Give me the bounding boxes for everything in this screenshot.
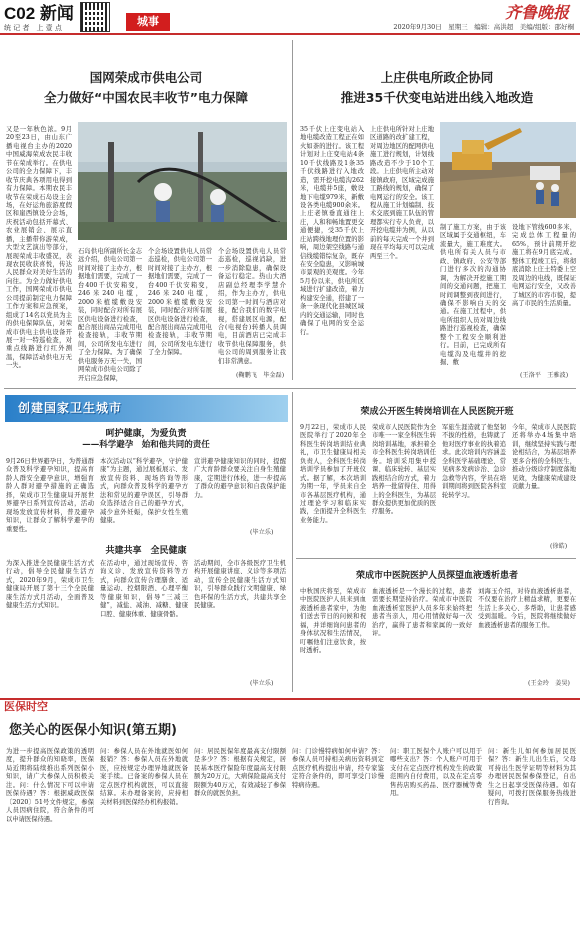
section-divider: [4, 388, 576, 389]
health2-col-1: 为深入推进全民健康生活方式行动，倡导全民健康生活方式，2020年9月，荣成市卫生健康局开展了第十三个全民健康生活方式月活动，全面普及健康生活方式知识。: [6, 560, 94, 610]
article3-col-3: 军旅生涯造就了他坚韧不拔的性格，也铸就了他对医疗事业的执着追求。此次培训内容涵盖全科医学基础理论、常见病多发病诊治、急诊急救等内容，学员在培训期间将到医院各科室轮转学习。: [442, 424, 506, 499]
health1-col-1: 9月26日世界避孕日，为普通群众普及科学避孕知识，提高育龄人群安全避孕意识，增强育龄人群对避孕措施的正确选择，荣成市卫生健康局开展世界避孕日系列宣传活动，活动现场发放宣传材料，普及避孕知识，让群众了解科学避孕的重要性。: [6, 458, 94, 533]
medical-col-4: 问：门诊慢特病如何申请？答：参保人员可持相关病历资料到定点医疗机构提出申请，经专家鉴定符合条件的，即可享受门诊慢特病待遇。: [292, 748, 384, 789]
medical-section-bar: [0, 698, 580, 700]
newspaper-logo: 齐鲁晚报: [505, 5, 570, 22]
article1-headline-2: 全力做好“中国农民丰收节”电力保障: [44, 90, 248, 105]
medical-col-1: 为进一步提高医保政策的透明度，提升群众的知晓率，医保局近期将陆续推出系列医保小知识，请广大参保人员积极关注。问：什么情况下可以申请医保待遇？答：根据威政医保〔2020〕51号文件规定，参保人员因病住院，符合条件的可以申请医保待遇。: [6, 748, 94, 823]
health2-col-3: 活动期间，全市各级医疗卫生机构开展健康讲座、义诊等多项活动，宣传全民健康生活方式知识，引导群众践行文明健康、绿色环保的生活方式，共建共享全民健康。: [194, 560, 286, 610]
medical-col-6: 问：新生儿如何参加居民医保？答：新生儿出生后，父母可持出生医学证明等材料为其办理居民医保参保登记，自出生之日起享受医保待遇。如有疑问，可拨打医保服务热线进行咨询。: [488, 748, 576, 806]
article2-headline-1: 上庄供电所政企协同: [380, 70, 494, 85]
article1-col-4: 个会场设置供电人员常态巡检，巡视消缺，进一步消除隐患，确保设备运行稳定。热山大酒店副总经理李学慧介绍，作为主办方，供电公司第一时间与酒店对接，配合我们的数字电视，搭建展区电源，配合(电视台)转播人员调电，目前酒店已完成丰收节供电保障服务，供电公司的周到服务让我们非常满意。: [218, 248, 286, 365]
article1-col-3: 个会场设置供电人员常态巡检，供电公司第一时间对接了主办方，根据地们需要，完成了一台400千伏安箱变，246米240电缆，2000米植缆敷设安装，同时配合对所有展区供电设备进行检查，配合展出商品完成用电检查接轨，丰收节期间，公司所发电车进行了全力保障。: [148, 248, 212, 357]
health1-signature: (毕立乐): [250, 529, 274, 536]
article4-col-2: 血液透析是一个漫长的过程，患者需要长期坚持治疗。荣成市中医院血液透析室医护人员多年来始终把患者当亲人，用心用情做好每一次治疗，赢得了患者和家属的一致好评。: [372, 588, 472, 638]
header-divider: [0, 33, 580, 35]
health1-col-3: 宣讲避孕健康知识的同时，提醒广大育龄群众要关注自身生殖健康，定期进行体检，进一步提高了群众的避孕意识和自我保护能力。: [194, 458, 286, 499]
article4-headline: 荣成市中医院医护人员探望血液透析患者: [355, 571, 518, 581]
article2-col-4: 设地下管线600多米，完成总体工程量的65%，预计前期开挖施工将在9月底完成。整体工程竣工后，将彻底消除上庄土特委上空及周边的电线，既保证电网运行安全，又改善了城区的市容市貌，提高了市民的生活质量。: [512, 224, 576, 307]
qr-code-icon: [80, 2, 110, 32]
medical-section-tag: 医保时空: [4, 700, 48, 713]
medical-col-3: 问：居民医保年度最高支付限额是多少？答：根据有关规定，居民基本医疗保险年度最高支付限额为20万元，大病保险最高支付限额为40万元，有效减轻了参保群众的就医负担。: [194, 748, 286, 798]
article1-signature: (鞠鹏飞 毕金磊): [236, 372, 285, 379]
article2-photo: [440, 122, 576, 218]
article2-col-1: 35千伏上庄变电站入地电缆改造工程正在如火如荼的进行。该工程计划对上庄变电站4条10千伏线路及1条35千伏线路进行入地改造，需开挖电缆沟262米，电缆井5座，敷设地下电缆979米，新敷设各类电缆900余米。上庄老镇垂直通往上庄，人和和畅地置更交通便捷，受35千伏上庄站跨线地理位置的影响，周边架空线路与通信线缆错综复杂，既存在安全隐患，又影响城市景观的美观度。今年5月份以来，供电所区域进行扩建改造，着力构建安全通，搭建了一条一条现代化县城区域内的交通运输，同时也确保了电网的安全运行。: [300, 126, 364, 336]
section-tag: 城事: [126, 13, 170, 31]
health2-col-2: 在活动中，通过现场宣传、咨询义诊、发放宣传资料等方式，向群众宣传合理膳食、适量运动、控烟限酒、心理平衡等健康知识，倡导“三减三健”，减盐、减油、减糖、健康口腔、健康体重、健康骨骼。: [100, 560, 188, 618]
column-divider: [292, 40, 293, 380]
article3-col-2: 荣成市人民医院作为全市唯一一家全科医生转岗培训基地，承担着全市全科医生转岗培训任务。培训采用集中授课、临床轮转、基层实践相结合的方式，着力培养一批留得住、用得上的全科医生，为基层群众提供更加优质的医疗服务。: [372, 424, 436, 516]
article3-headline: 荣成公开医生转岗培训在人民医院开班: [360, 407, 514, 417]
article4-signature: (王金玲 姜昊): [528, 680, 570, 687]
page-subtitle: 统 记 者 上 壹 点: [4, 24, 62, 32]
article1-headline-1: 国网荣成市供电公司: [89, 70, 203, 85]
article4-col-3: 刘海玉介绍，对待血液透析患者，不仅要在治疗上精益求精，更要在生活上多关心、多帮助，让患者感受到温暖。今后，医院将继续做好血液透析患者的服务工作。: [478, 588, 576, 629]
article2-headline-2: 推进35千伏变电站进出线入地改造: [340, 90, 534, 105]
health1-col-2: 本次活动以“科学避孕，守护健康”为主题，通过展板展示、发放宣传资料、现场咨询等形式，向群众普及科学的避孕方法和常见的避孕误区，引导群众选择适合自己的避孕方式，减少意外妊娠，保护女性生殖健康。: [100, 458, 188, 525]
column-divider-2: [292, 392, 293, 692]
article1-photo: [78, 122, 287, 240]
medical-headline: 您关心的医保小知识(第五期): [9, 723, 177, 738]
article1-col-1: 又是一年秋色浓。9月20至23日，由山东广播电视台主办的2020中国威海荣成农民丰收节在荣成举行。在供电公司的全力保障下，丰收节庆典各项用电得到有力保障。本期农民丰收节在荣成石岛设主会场，在好运角旅游度假区和崖西镇设分会场，庆祝活动包括开幕式、农业展销会、展示直播，主播带你游荣成，大型文艺演出等部分，展现荣成丰收盛况，表现农民收获喜悦，传达人民群众对美好生活的向往。为全力做好供电工作，国网荣成市供电公司提前制定电力保障工作方案和应急预案，组成了14名以党员为主的供电保障队伍，对荣成市供电主供电设备开展一对一特巡检查，对重点线路进行红外测温，保障活动供电万无一失。: [6, 126, 72, 370]
health1-headline-1: 呵护健康，为爱负责: [105, 429, 187, 439]
health2-signature: (毕立乐): [250, 680, 274, 687]
article2-col-2: 上庄供电所针对上庄地区道路的改扩建工程，对周边地区的配网供电施工进行规划，计划线路改造不少于10个工段。上庄供电所主动对接镇政府，区域完成施工路线的规划，确保了电网运行的安全。该工程从施工计划编制、技术交底到施工队伍的管理都实行专人负责，以开挖电缆井为例，从以前的每天完成一个井到现在平均每天可以完成两至三个。: [370, 126, 434, 260]
health-banner-title: 创建国家卫生城市: [18, 401, 123, 415]
medical-col-5: 问：职工医保个人账户可以用于哪些支出？答：个人账户可用于支付在定点医疗机构发生的政策范围内自付费用，以及在定点零售药店购买药品、医疗器械等费用。: [390, 748, 482, 798]
section-divider-2: [296, 558, 576, 559]
article4-col-1: 中秋国庆将至，荣成市中医院医护人员来到血液透析患者家中，为他们送去节日的问候和祝福，并详细询问患者的身体状况和生活情况，叮嘱他们注意饮食，按时透析。: [300, 588, 366, 655]
issue-info: 2020年9月30日 星期三 编辑：高洪超 美编/组版：邵好桐: [393, 23, 574, 31]
article2-signature: (王洛平 王雅波): [520, 372, 569, 379]
article1-col-2: 石岛供电所副所长金志远介绍，供电公司第一时间对接了主办方，根据地们需要，完成了一台400千伏安箱变，246米240电缆，2000米植缆敷设安装，同时配合对所有展区供电设备进行检查，配合展出商品完成用电检查接轨，丰收节期间，公司所发电车进行了全力保障。为了确保供电服务万无一失，国网荣成市供电公司除了开启应急保障，: [78, 248, 142, 382]
health1-headline-2: ——科学避孕 始和他共同的责任: [82, 440, 210, 450]
page-number: C02 新闻: [4, 4, 74, 23]
medical-col-2: 问：参保人员在外地就医如何报销？答：参保人员在外地就医，应按规定办理异地就医备案手续。已备案的参保人员在定点医疗机构就医，可以直接结算。未办理备案的，应持相关材料到医保经办机构报销。: [100, 748, 188, 806]
article3-col-1: 9月22日，荣成市人民医院举行了2020年全科医生转岗培训结业典礼，市卫生健康局相关负责人，全科医生转岗培训学员参加了开班仪式。据了解，本次培训为期一年，学员来自全市各基层医疗机构，通过理论学习和临床实践，全面提升全科医生业务能力。: [300, 424, 366, 524]
article3-col-4: 今年，荣成市人民医院还将举办4场集中培训，继续坚持实践与理论相结合，为基层培养更多合格的全科医生，推动分级诊疗制度落地见效，为健康荣成建设贡献力量。: [512, 424, 576, 491]
article2-col-3: 制了施工方案，由于该区域属于交通枢纽，车流量大，施工难度大。供电所有关人员与市政、镇政府、公安等部门进行多次的沟通协调，为解决开挖施工期间的交通问题，把施工时间调整到夜间进行，确保不影响白天的交通。在施工过程中，供电所组织人员对周边线路进行巡视检查，确保整个工程安全顺利进行。目前，已完成所有电缆沟及电缆井的挖掘、敷: [440, 224, 506, 366]
health2-headline: 共建共享 全民健康: [105, 546, 187, 556]
article3-signature: (徐皓): [550, 543, 568, 550]
